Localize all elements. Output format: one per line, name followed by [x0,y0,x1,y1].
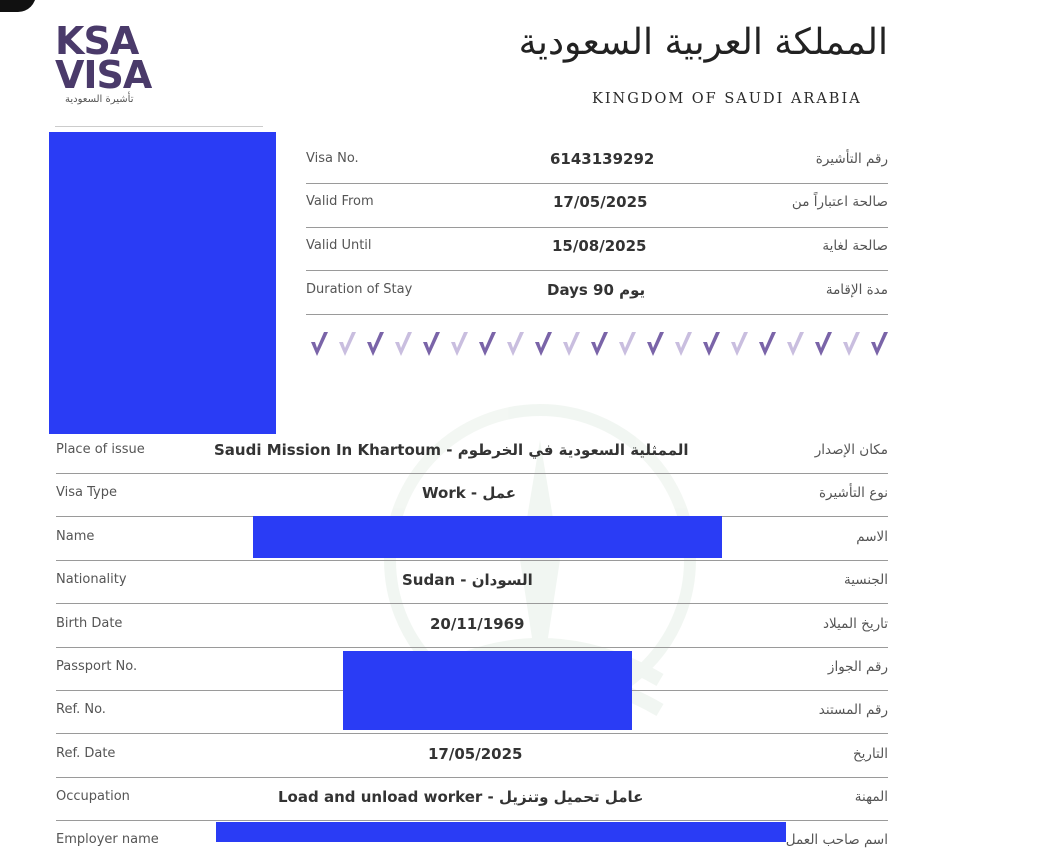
checkmark-icon [449,330,470,358]
logo-line2: VISA [55,53,152,97]
nationality-label-ar: الجنسية [843,572,888,588]
nationality-label: Nationality [56,572,127,587]
checkmark-icon [813,330,834,358]
checkmark-icon [505,330,526,358]
passport-ref-redaction [343,651,632,730]
checkmark-icon [561,330,582,358]
occupation-label: Occupation [56,789,130,804]
passport-no-label-ar: رقم الجواز [827,659,888,675]
checkmark-icon [309,330,330,358]
valid-until-label-ar: صالحة لغاية [822,238,888,254]
checkmark-icon [393,330,414,358]
checkmark-icon [421,330,442,358]
checkmark-icon [337,330,358,358]
kingdom-english-title: KINGDOM OF SAUDI ARABIA [592,91,862,107]
ref-no-label: Ref. No. [56,702,106,717]
row-ref-date [56,734,888,774]
corner-shadow [0,0,36,12]
checkmark-icon [729,330,750,358]
visa-no-label: Visa No. [306,151,359,166]
kingdom-arabic-title: المملكة العربية السعودية [518,22,888,63]
place-of-issue-label-ar: مكان الإصدار [814,442,888,458]
employer-name-label: Employer name [56,832,159,847]
ref-no-label-ar: رقم المستند [818,702,888,718]
birth-date-value: 20/11/1969 [430,615,525,633]
ref-date-label-ar: التاريخ [852,746,888,762]
checkmark-icon [477,330,498,358]
row-occupation [56,777,888,817]
checkmark-icon [785,330,806,358]
ref-date-label: Ref. Date [56,746,116,761]
checkmark-icon [533,330,554,358]
divider [306,314,888,315]
valid-from-label-ar: صالحة اعتباراً من [791,194,888,210]
valid-from-value: 17/05/2025 [553,193,648,211]
ref-date-value: 17/05/2025 [428,745,523,763]
valid-until-value: 15/08/2025 [552,237,647,255]
security-checkmarks [309,330,889,360]
logo-subtitle: تأشيرة السعودية [65,94,134,105]
photo-redaction [49,132,276,434]
row-valid-from [306,182,888,222]
row-visa-no [306,139,888,179]
checkmark-icon [617,330,638,358]
occupation-value: Load and unload worker - عامل تحميل وتنزيل [278,788,644,806]
row-visa-type [56,473,888,513]
visa-type-label-ar: نوع التأشيرة [818,485,888,501]
employer-name-label-ar: اسم صاحب العمل [785,832,888,848]
ksa-visa-logo [55,19,165,105]
name-label: Name [56,529,95,544]
name-redaction [253,516,722,558]
checkmark-icon [757,330,778,358]
row-valid-until [306,226,888,266]
visa-type-value: Work - عمل [422,484,517,502]
row-place-of-issue [56,430,888,470]
birth-date-label-ar: تاريخ الميلاد [823,616,888,632]
occupation-label-ar: المهنة [854,789,888,805]
checkmark-icon [589,330,610,358]
checkmark-icon [869,330,890,358]
checkmark-icon [365,330,386,358]
row-birth-date [56,604,888,644]
checkmark-icon [673,330,694,358]
visa-type-label: Visa Type [56,485,117,500]
birth-date-label: Birth Date [56,616,123,631]
employer-redaction [216,822,786,842]
row-duration [306,270,888,310]
row-nationality [56,560,888,600]
logo-line1: KSA [55,19,139,63]
valid-from-label: Valid From [306,194,374,209]
valid-until-label: Valid Until [306,238,372,253]
visa-no-label-ar: رقم التأشيرة [815,151,888,167]
passport-no-label: Passport No. [56,659,138,674]
duration-value: Days 90 يوم [547,281,646,299]
photo-frame-top [55,126,263,127]
duration-label: Duration of Stay [306,282,413,297]
checkmark-icon [701,330,722,358]
visa-no-value: 6143139292 [550,150,655,168]
nationality-value: Sudan - السودان [402,571,533,589]
place-of-issue-value: Saudi Mission In Khartoum - الممثلية السعودية في الخرطوم [214,441,689,459]
checkmark-icon [841,330,862,358]
checkmark-icon [645,330,666,358]
place-of-issue-label: Place of issue [56,442,145,457]
name-label-ar: الاسم [856,529,888,545]
duration-label-ar: مدة الإقامة [825,282,888,298]
